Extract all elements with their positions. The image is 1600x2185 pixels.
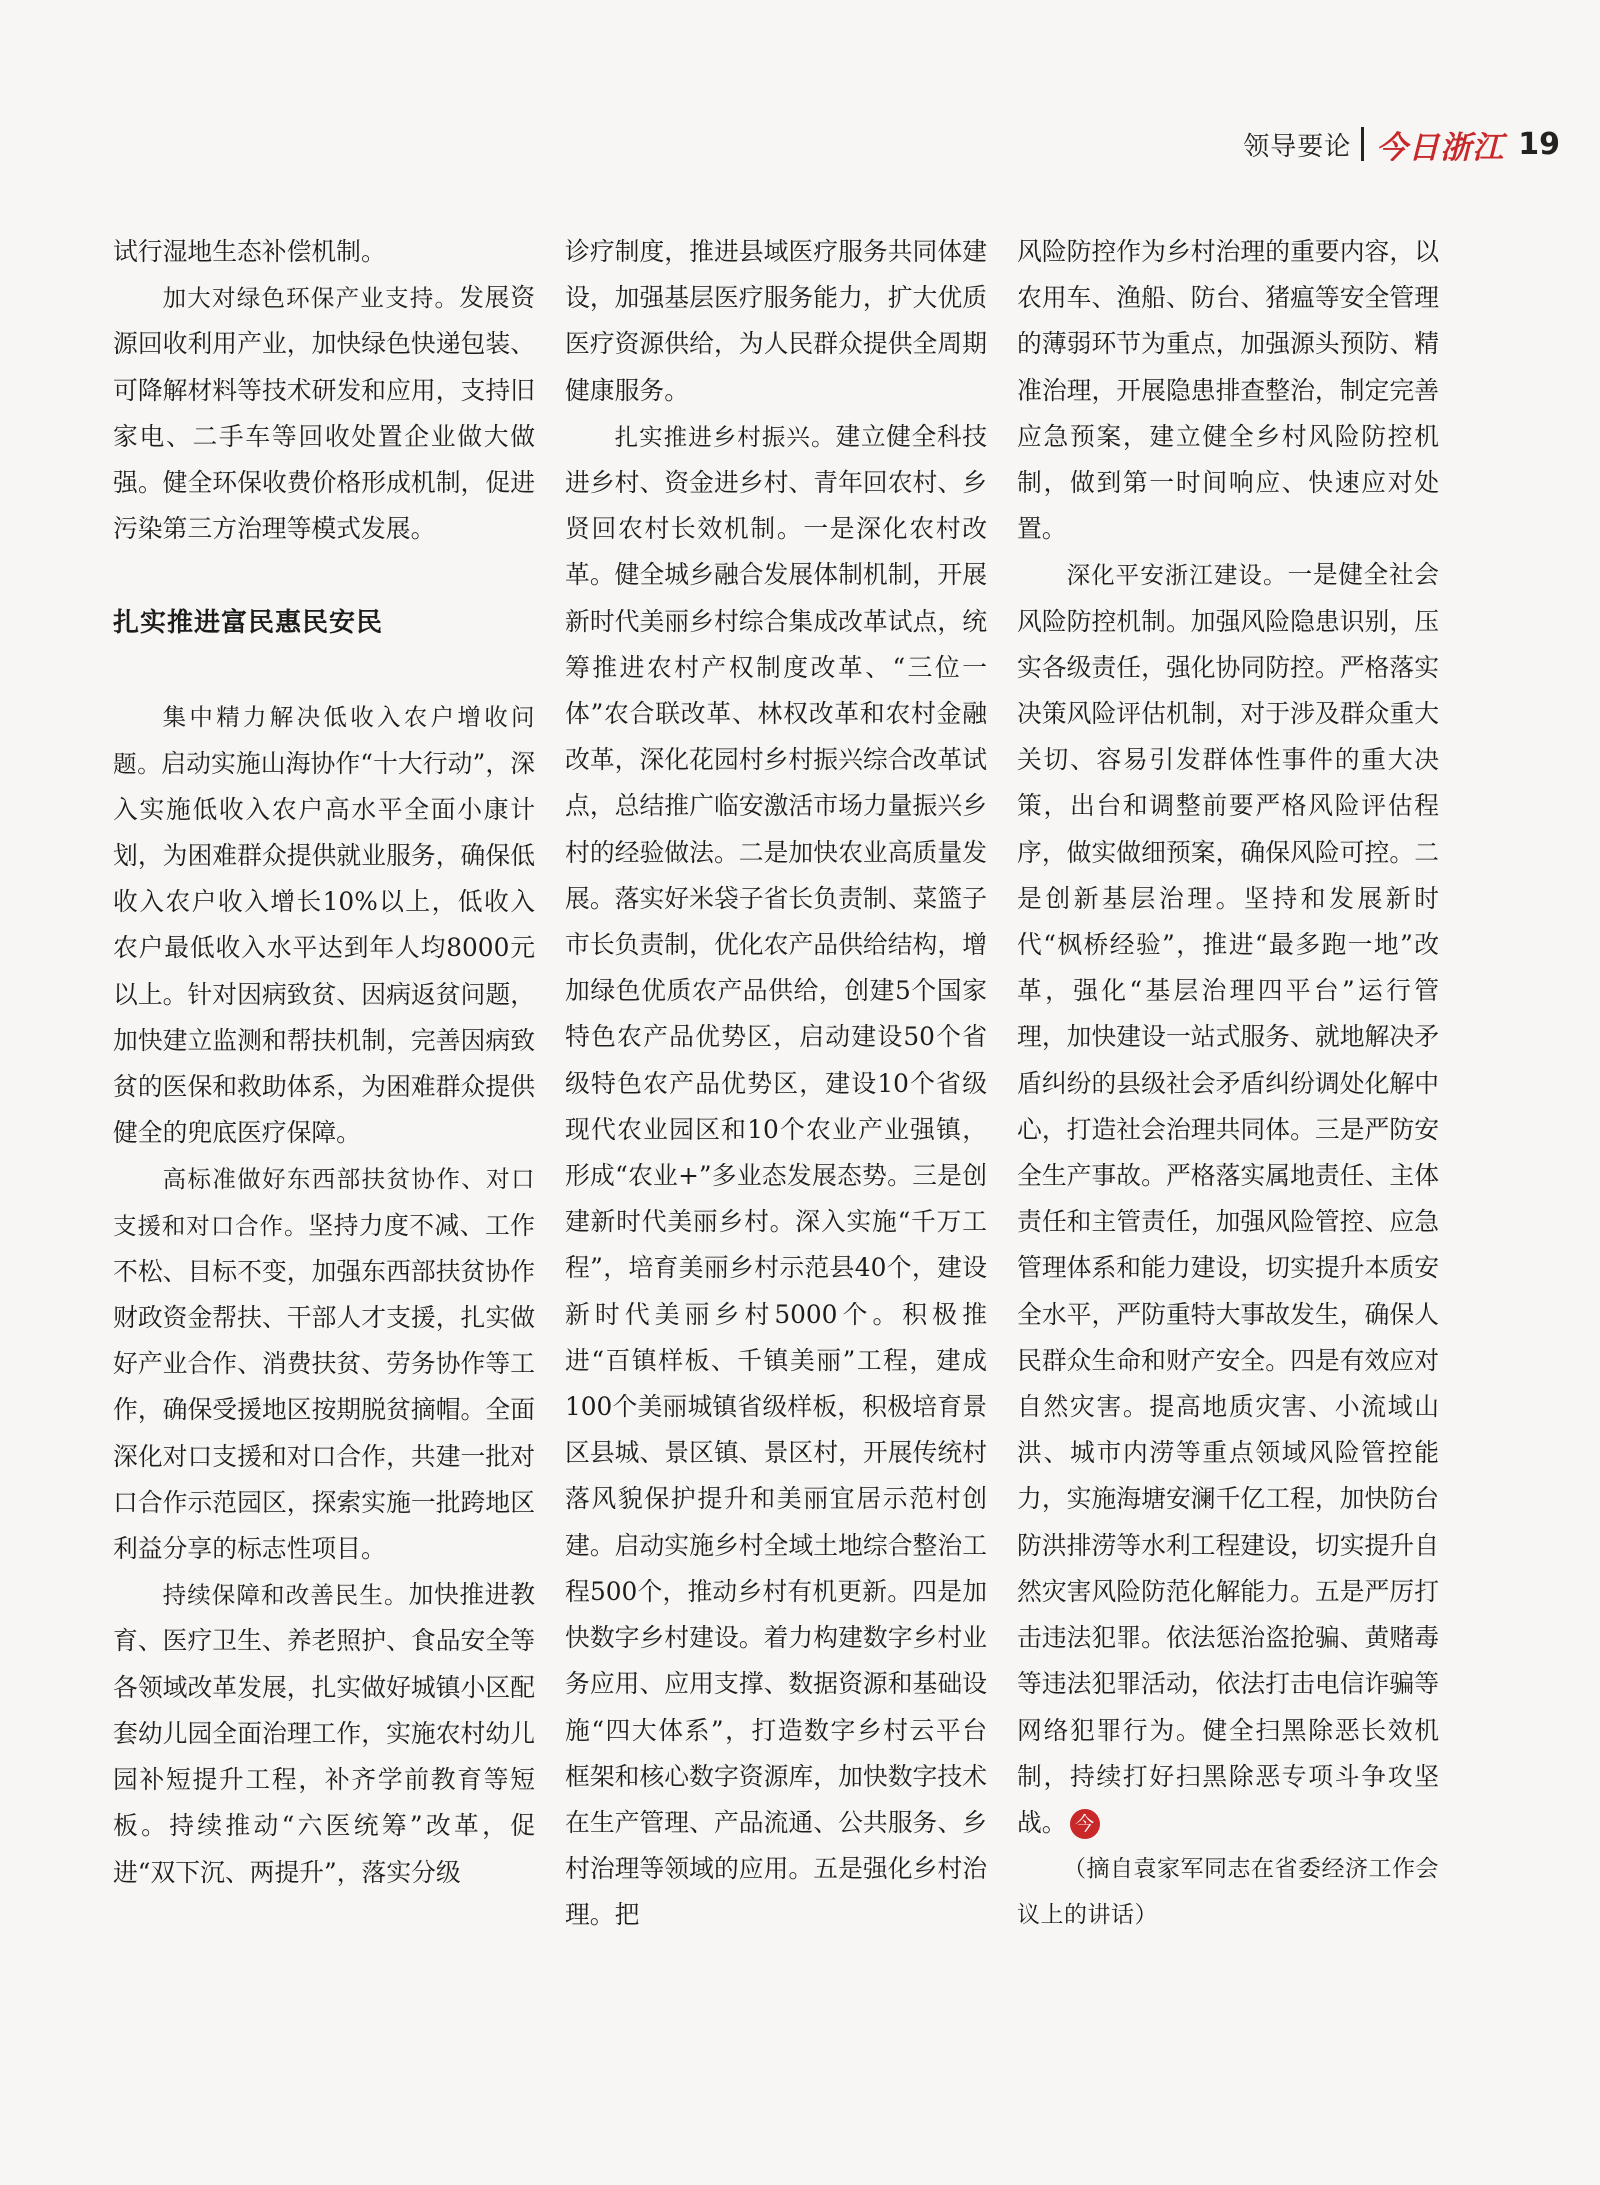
paragraph <box>113 275 535 552</box>
paragraph-body: 启动实施山海协作“十大行动”，深入实施低收入农户高水平全面小康计划，为困难群众提供就业服务，确保低收入农户收入增长10%以上，低收入农户最低收入水平达到年人均8000元以上。针对因病致贫、因病返贫问题，加快建立监测和帮扶机制，完善因病致贫的医保和救助体系，为困难群众提供健全的兜底医疗保障。 <box>113 748 536 1148</box>
paragraph-body: 加快推进教育、医疗卫生、养老照护、食品安全等各领域改革发展，扎实做好城镇小区配套幼儿园全面治理工作，实施农村幼儿园补短提升工程，补齐学前教育等短板。持续推动“六医统筹”改革，促进“双下沉、两提升”，落实分级 <box>113 1580 535 1887</box>
page-header <box>1160 124 1560 164</box>
paragraph <box>113 694 535 1156</box>
paragraph-lead: 高标准做好东西部扶贫协作、对口支援和对口合作。 <box>113 1165 535 1240</box>
paragraph-lead: 持续保障和改善民生。 <box>162 1581 409 1610</box>
paragraph-body: 发展资源回收利用产业，加快绿色快递包装、可降解材料等技术研发和应用，支持旧家电、二手车等回收处置企业做大做强。健全环保收费价格形成机制，促进污染第三方治理等模式发展。 <box>113 283 535 544</box>
end-mark-icon: 今 <box>1070 1809 1100 1839</box>
paragraph <box>565 414 987 1939</box>
paragraph-lead: 扎实推进乡村振兴。 <box>614 422 836 451</box>
header-divider <box>1361 127 1364 161</box>
paragraph-body: 建立健全科技进乡村、资金进乡村、青年回农村、乡贤回农村长效机制。一是深化农村改革。健全城乡融合发展体制机制，开展新时代美丽乡村综合集成改革试点，统筹推进农村产权制度改革、“三位一体”农合联改革、林权改革和农村金融改革，深化花园村乡村振兴综合改革试点，总结推广临安激活市场力量振兴乡村的经验做法。二是加快农业高质量发展。落实好米袋子省长负责制、菜篮子市长负责制，优化农产品供给结构，增加绿色优质农产品供给，创建5个国家特色农产品优势区，启动建设50个省级特色农产品优势区，建设10个省级现代农业园区和10个农业产业强镇，形成“农业+”多业态发展态势。三是创建新时代美丽乡村。深入实施“千万工程”，培育美丽乡村示范县40个，建设新时代美丽乡村5000个。积极推进“百镇样板、千镇美丽”工程，建成100个美丽城镇省级样板，积极培育景区县城、景区镇、景区村，开展传统村落风貌保护提升和美丽宜居示范村创建。启动实施乡村全域土地综合整治工程500个，推动乡村有机更新。四是加快数字乡村建设。着力构建数字乡村业务应用、应用支撑、数据资源和基础设施“四大体系”，打造数字乡村云平台框架和核心数字资源库，加快数字技术在生产管理、产品流通、公共服务、乡村治理等领域的应用。五是强化乡村治理。把 <box>565 421 987 1930</box>
magazine-logo: 今日浙江 <box>1376 129 1505 166</box>
section-title: 领导要论 <box>1243 131 1352 162</box>
paragraph-body: 一是健全社会风险防控机制。加强风险隐患识别，压实各级责任，强化协同防控。严格落实决策风险评估机制，对于涉及群众重大关切、容易引发群体性事件的重大决策，出台和调整前要严格风险评估程序，做实做细预案，确保风险可控。二是创新基层治理。坚持和发展新时代“枫桥经验”，推进“最多跑一地”改革，强化“基层治理四平台”运行管理，加快建设一站式服务、就地解决矛盾纠纷的县级社会矛盾纠纷调处化解中心，打造社会治理共同体。三是严防安全生产事故。严格落实属地责任、主体责任和主管责任，加强风险管控、应急管理体系和能力建设，切实提升本质安全水平，严防重特大事故发生，确保人民群众生命和财产安全。四是有效应对自然灾害。提高地质灾害、小流域山洪、城市内涝等重点领域风险管控能力，实施海塘安澜千亿工程，加快防台防洪排涝等水利工程建设，切实提升自然灾害风险防范化解能力。五是严厉打击违法犯罪。依法惩治盗抢骗、黄赌毒等违法犯罪活动，依法打击电信诈骗等网络犯罪行为。健全扫黑除恶长效机制，持续打好扫黑除恶专项斗争攻坚战。 <box>1017 560 1439 1837</box>
paragraph <box>113 1572 535 1895</box>
article-column-2 <box>565 229 987 1939</box>
source-note: （摘自袁家军同志在省委经济工作会议上的讲话） <box>1017 1856 1439 1929</box>
article-column-1 <box>113 229 535 1896</box>
paragraph <box>113 1156 535 1572</box>
article-column-3 <box>1017 229 1439 1939</box>
paragraph: 风险防控作为乡村治理的重要内容，以农用车、渔船、防台、猪瘟等安全管理的薄弱环节为重点，加强源头预防、精准治理，开展隐患排查整治，制定完善应急预案，建立健全乡村风险防控机制，做到第一时间响应、快速应对处置。 <box>1017 237 1439 544</box>
paragraph <box>1017 552 1439 1846</box>
paragraph-body: 坚持力度不减、工作不松、目标不变，加强东西部扶贫协作财政资金帮扶、干部人才支援，扎实做好产业合作、消费扶贫、劳务协作等工作，确保受援地区按期脱贫摘帽。全面深化对口支援和对口合作，共建一批对口合作示范园区，探索实施一批跨地区利益分享的标志性项目。 <box>113 1210 535 1564</box>
paragraph-lead: 集中精力解决低收入农户增收问题。 <box>113 703 535 778</box>
page-number: 19 <box>1518 126 1560 162</box>
paragraph: 诊疗制度，推进县域医疗服务共同体建设，加强基层医疗服务能力，扩大优质医疗资源供给，为人民群众提供全周期健康服务。 <box>565 237 987 405</box>
paragraph-lead: 深化平安浙江建设。 <box>1066 561 1288 590</box>
paragraph-lead: 加大对绿色环保产业支持。 <box>162 284 460 313</box>
section-heading: 扎实推进富民惠民安民 <box>113 608 384 639</box>
paragraph: 试行湿地生态补偿机制。 <box>113 237 386 266</box>
